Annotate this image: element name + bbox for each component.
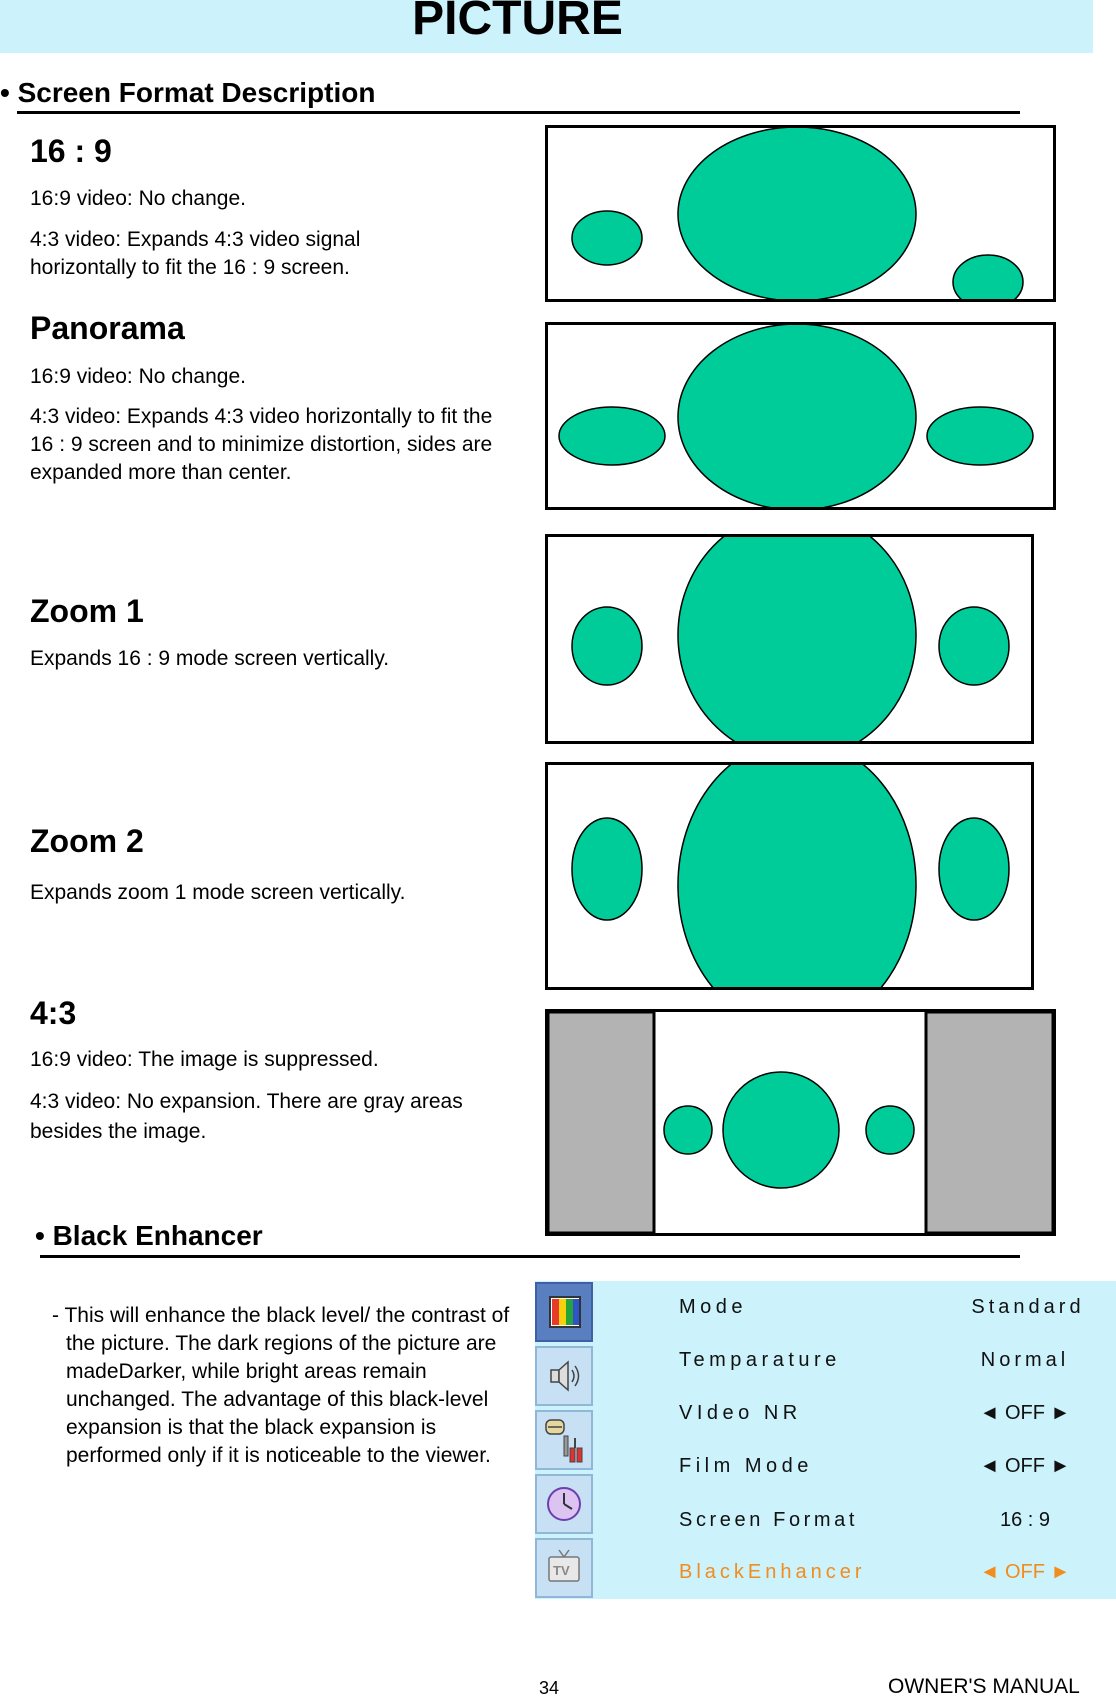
- center-ellipse: [678, 537, 916, 741]
- menu-row-black-enhancer-label[interactable]: BlackEnhancer: [679, 1561, 866, 1583]
- footer-manual-label: OWNER'S MANUAL: [888, 1675, 1080, 1698]
- black-enhancer-description: [52, 1302, 532, 1470]
- center-ellipse: [723, 1072, 839, 1188]
- left-ellipse: [572, 607, 642, 685]
- diagram-4-3: [545, 1009, 1056, 1236]
- menu-row-mode-value[interactable]: Standard: [971, 1296, 1085, 1318]
- black-enhancer-rule: [40, 1255, 1020, 1258]
- diagram-16-9: [545, 125, 1056, 302]
- mode-title-panorama: Panorama: [30, 310, 185, 346]
- left-gray-area: [548, 1012, 654, 1233]
- mode-text-16-9-line1: 16:9 video: No change.: [30, 187, 246, 210]
- tv-menu-tab[interactable]: [535, 1538, 593, 1598]
- screen-format-heading: • Screen Format Description: [0, 77, 376, 108]
- diagram-zoom1: [545, 534, 1034, 744]
- sound-menu-tab[interactable]: [535, 1346, 593, 1406]
- mode-title-4-3: 4:3: [30, 995, 77, 1031]
- right-gray-area: [926, 1012, 1053, 1233]
- left-ellipse: [572, 818, 642, 920]
- screen-format-rule: [17, 111, 1020, 114]
- mode-text-zoom2: Expands zoom 1 mode screen vertically.: [30, 881, 406, 904]
- menu-row-temparature-label[interactable]: Temparature: [679, 1349, 841, 1371]
- left-ellipse: [664, 1106, 712, 1154]
- menu-row-film-mode-value[interactable]: ◄ OFF ►: [979, 1455, 1071, 1477]
- page-title: PICTURE: [412, 0, 623, 45]
- center-ellipse: [678, 325, 916, 507]
- page-number: 34: [539, 1678, 560, 1698]
- setup-menu-tab[interactable]: [535, 1410, 593, 1470]
- mode-title-zoom1: Zoom 1: [30, 593, 144, 629]
- mode-text-panorama-line1: 16:9 video: No change.: [30, 365, 246, 388]
- diagram-panorama: [545, 322, 1056, 510]
- right-ellipse: [939, 607, 1009, 685]
- clock-icon: [537, 1476, 591, 1532]
- svg-text:TV: TV: [553, 1563, 570, 1578]
- mode-text-panorama-line2: 4:3 video: Expands 4:3 video horizontally to fit the 16 : 9 screen and to minimize distortion, sides are expanded more than center.: [30, 405, 493, 484]
- black-enhancer-description-text: - This will enhance the black level/ the contrast of the picture. The dark regions of the picture are madeDarker, while bright areas remain unchanged. The advantage of this black-level expansion is that the black expansion is performed only if it is noticeable to the viewer.: [52, 1304, 510, 1467]
- right-ellipse: [927, 407, 1033, 465]
- osd-menu: [535, 1281, 1116, 1599]
- mode-text-zoom1: Expands 16 : 9 mode screen vertically.: [30, 647, 390, 670]
- tv-icon: [537, 1540, 591, 1596]
- black-enhancer-heading: • Black Enhancer: [35, 1220, 263, 1251]
- mode-text-4-3-line1: 16:9 video: The image is suppressed.: [30, 1048, 379, 1071]
- center-ellipse: [678, 765, 916, 987]
- menu-row-temparature-value[interactable]: Normal: [980, 1349, 1070, 1371]
- menu-row-black-enhancer-value[interactable]: ◄ OFF ►: [979, 1561, 1071, 1583]
- menu-row-video-nr-label[interactable]: VIdeo NR: [679, 1402, 802, 1424]
- left-ellipse: [572, 211, 642, 265]
- mode-text-4-3-line2: 4:3 video: No expansion. There are gray areas besides the image.: [30, 1090, 463, 1143]
- menu-row-mode-label[interactable]: Mode: [679, 1296, 748, 1318]
- menu-row-screen-format-value[interactable]: 16 : 9: [999, 1509, 1051, 1531]
- timer-menu-tab[interactable]: [535, 1474, 593, 1534]
- mode-title-16-9: 16 : 9: [30, 133, 112, 169]
- setup-tools-icon: [537, 1412, 591, 1468]
- left-ellipse: [559, 407, 665, 465]
- menu-row-film-mode-label[interactable]: Film Mode: [679, 1455, 813, 1477]
- menu-row-screen-format-label[interactable]: Screen Format: [679, 1509, 859, 1531]
- diagram-zoom2: [545, 762, 1034, 990]
- mode-text-16-9-line2: 4:3 video: Expands 4:3 video signal horizontally to fit the 16 : 9 screen.: [30, 228, 361, 279]
- right-ellipse: [866, 1106, 914, 1154]
- picture-icon: [537, 1284, 591, 1340]
- sound-icon: [537, 1348, 591, 1404]
- menu-row-video-nr-value[interactable]: ◄ OFF ►: [979, 1402, 1071, 1424]
- mode-title-zoom2: Zoom 2: [30, 823, 144, 859]
- right-ellipse: [939, 818, 1009, 920]
- picture-menu-tab[interactable]: [535, 1282, 593, 1342]
- center-ellipse: [678, 128, 916, 299]
- right-ellipse: [953, 255, 1023, 299]
